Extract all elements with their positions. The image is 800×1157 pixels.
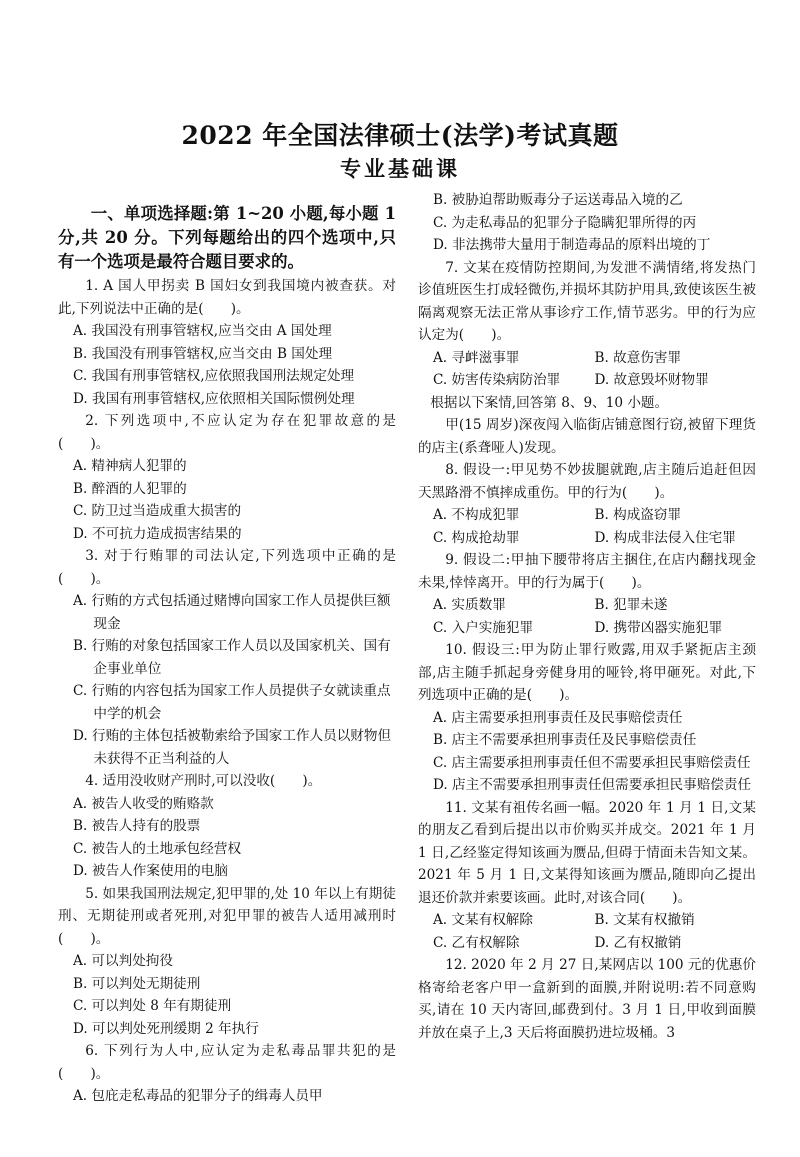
option-row	[418, 932, 756, 955]
page-title: 2022 年全国法律硕士(法学)考试真题	[181, 121, 619, 150]
section-heading: 一、单项选择题:第 1~20 小题,每小题 1 分,共 20 分。下列每题给出的四个选项中,只有一个选项是最符合题目要求的。	[58, 204, 396, 272]
option-c: C. 乙有权解除	[432, 934, 520, 951]
question-stem: 7. 文某在疫情防控期间,为发泄不满情绪,将发热门诊值班医生打成轻微伤,并损坏其防护用具,致使该医生被隔离观察无法正常从事诊疗工作,情节恶劣。甲的行为应认定为( )。	[418, 259, 756, 343]
option-d: D. 不可抗力造成损害结果的	[72, 525, 242, 542]
option-c: C. 妨害传染病防治罪	[432, 372, 561, 388]
question-stem: 10. 假设三:甲为防止罪行败露,用双手紧扼店主颈部,店主随手抓起身旁健身用的哑铃,将甲砸死。对此,下列选项中正确的是( )。	[418, 642, 756, 703]
question-12	[418, 954, 756, 1044]
option-a: A. 行贿的方式包括通过赌博向国家工作人员提供巨额现金	[72, 593, 391, 632]
option-a: A. 可以判处拘役	[72, 953, 173, 970]
option-row	[418, 504, 756, 527]
question-4	[58, 770, 396, 883]
option-b: B. 醉酒的人犯罪的	[72, 480, 187, 497]
option-c: C. 为走私毒品的犯罪分子隐瞒犯罪所得的丙	[432, 214, 697, 231]
question-stem: 11. 文某有祖传名画一幅。2020 年 1 月 1 日,文某的朋友乙看到后提出以市价购买并成交。2021 年 1 月 1 日,乙经鉴定得知该画为赝品,但碍于情面未告知文某。2021 年 5 月 1 日,文某得知该画为赝品,随即向乙提出退还价款并索要该画。此时,对该合同( )。	[418, 799, 756, 906]
case-intro: 根据以下案情,回答第 8、9、10 小题。	[430, 394, 669, 411]
question-stem: 12. 2020 年 2 月 27 日,某网店以 100 元的优惠价格寄给老客户甲一盒新到的面膜,并附说明:若不同意购买,请在 10 天内寄回,邮费到付。3 月 1 日,甲收到面膜并放在桌子上,3 天后将面膜扔进垃圾桶。3	[418, 957, 756, 1041]
option-row	[418, 347, 756, 370]
question-10	[418, 639, 756, 797]
option-a: A. 文某有权解除	[432, 912, 533, 928]
option-b: B. 被胁迫帮助贩毒分子运送毒品入境的乙	[432, 192, 683, 208]
question-11	[418, 797, 756, 955]
question-stem: 6. 下列行为人中,应认定为走私毒品罪共犯的是( )。	[58, 1043, 396, 1082]
question-3	[58, 545, 396, 770]
question-stem: 9. 假设二:甲抽下腰带将店主捆住,在店内翻找现金未果,悻悻离开。甲的行为属于( )。	[418, 552, 756, 591]
option-b: B. 店主不需要承担刑事责任及民事赔偿责任	[432, 732, 697, 748]
option-a: A. 店主需要承担刑事责任及民事赔偿责任	[432, 709, 683, 726]
option-c: C. 构成抢劫罪	[432, 529, 520, 546]
option-b: B. 行贿的对象包括国家工作人员以及国家机关、国有企事业单位	[72, 638, 391, 677]
question-9	[418, 549, 756, 639]
question-stem: 3. 对于行贿罪的司法认定,下列选项中正确的是( )。	[58, 548, 396, 587]
question-6-continued	[418, 189, 756, 257]
option-d: D. 行贿的主体包括被勒索给予国家工作人员以财物但未获得不正当利益的人	[72, 728, 392, 767]
option-b: B. 我国没有刑事管辖权,应当交由 B 国处理	[72, 345, 333, 362]
question-2	[58, 410, 396, 545]
option-c: C. 我国有刑事管辖权,应依照我国刑法规定处理	[72, 368, 355, 385]
option-b: B. 构成盗窃罪	[594, 507, 682, 523]
option-row	[418, 369, 756, 392]
option-c: C. 防卫过当造成重大损害的	[72, 503, 242, 520]
page-subtitle: 专业基础课	[340, 156, 460, 181]
question-stem: 4. 适用没收财产刑时,可以没收( )。	[85, 773, 322, 790]
option-b: B. 被告人持有的股票	[72, 818, 201, 835]
option-a: A. 被告人收受的贿赂款	[72, 795, 214, 812]
question-8	[418, 459, 756, 549]
option-b: B. 故意伤害罪	[594, 349, 682, 366]
option-c: C. 可以判处 8 年有期徒刑	[72, 998, 232, 1015]
option-d: D. 乙有权撤销	[594, 934, 682, 951]
question-5	[58, 883, 396, 1041]
right-column	[418, 189, 756, 1044]
option-b: B. 犯罪未遂	[594, 597, 668, 613]
case-description: 甲(15 周岁)深夜闯入临街店铺意图行窃,被留下理货的店主(系聋哑人)发现。	[418, 417, 756, 456]
option-c: C. 店主需要承担刑事责任但不需要承担民事赔偿责任	[432, 754, 751, 771]
option-a: A. 不构成犯罪	[432, 507, 520, 523]
option-row	[418, 527, 756, 550]
option-d: D. 可以判处死刑缓期 2 年执行	[72, 1020, 259, 1037]
option-c: C. 行贿的内容包括为国家工作人员提供子女就读重点中学的机会	[72, 683, 391, 722]
option-c: C. 被告人的土地承包经营权	[72, 840, 242, 857]
option-a: A. 我国没有刑事管辖权,应当交由 A 国处理	[72, 323, 332, 340]
option-a: A. 精神病人犯罪的	[72, 458, 187, 475]
option-row	[418, 617, 756, 640]
question-stem: 2. 下列选项中,不应认定为存在犯罪故意的是( )。	[58, 413, 396, 452]
option-d: D. 被告人作案使用的电脑	[72, 863, 228, 880]
question-7	[418, 257, 756, 392]
option-d: D. 店主不需要承担刑事责任但需要承担民事赔偿责任	[432, 777, 752, 793]
left-column	[58, 186, 396, 1108]
option-a: A. 实质数罪	[432, 597, 506, 613]
question-stem: 8. 假设一:甲见势不妙拔腿就跑,店主随后追赶但因天黑路滑不慎摔成重伤。甲的行为( )。	[418, 462, 756, 501]
question-6	[58, 1040, 396, 1108]
option-row	[418, 909, 756, 932]
option-b: B. 可以判处无期徒刑	[72, 975, 201, 992]
option-d: D. 构成非法侵入住宅罪	[594, 529, 736, 546]
question-stem: 5. 如果我国刑法规定,犯甲罪的,处 10 年以上有期徒刑、无期徒刑或者死刑,对犯甲罪的被告人适用减刑时( )。	[58, 885, 396, 947]
option-c: C. 入户实施犯罪	[432, 619, 534, 636]
option-b: B. 文某有权撤销	[594, 912, 695, 928]
option-d: D. 故意毁坏财物罪	[594, 372, 709, 388]
question-stem: 1. A 国人甲拐卖 B 国妇女到我国境内被查获。对此,下列说法中正确的是( )。	[58, 278, 396, 317]
option-row	[418, 594, 756, 617]
option-d: D. 携带凶器实施犯罪	[594, 619, 723, 636]
option-d: D. 非法携带大量用于制造毒品的原料出境的丁	[432, 237, 711, 253]
option-a: A. 包庇走私毒品的犯罪分子的缉毒人员甲	[72, 1088, 323, 1105]
option-a: A. 寻衅滋事罪	[432, 349, 520, 366]
option-d: D. 我国有刑事管辖权,应依照相关国际惯例处理	[72, 390, 355, 407]
question-1	[58, 275, 396, 410]
